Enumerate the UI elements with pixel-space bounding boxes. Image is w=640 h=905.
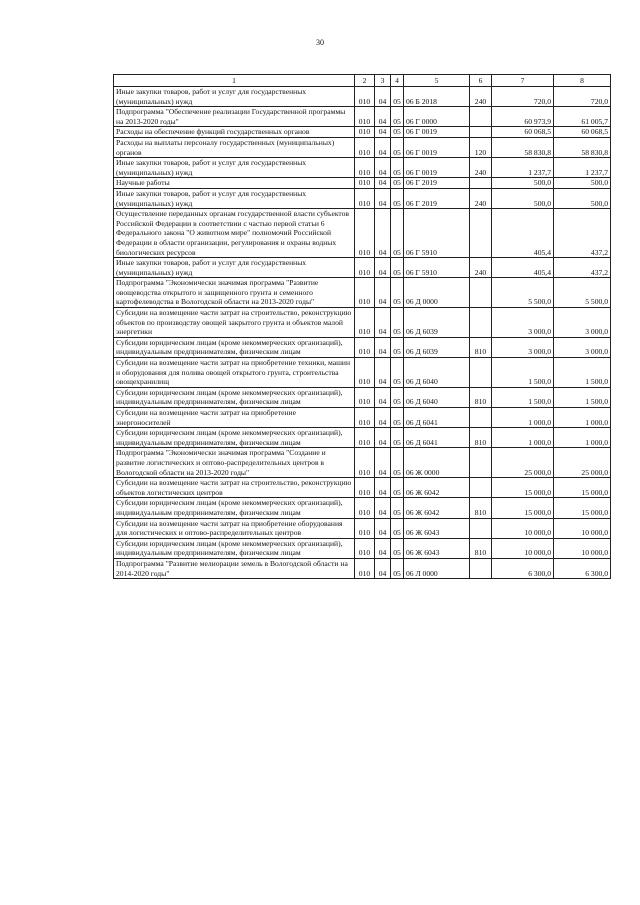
row-subsection-code: 05	[391, 278, 404, 308]
row-amount-year1: 720,0	[492, 87, 554, 107]
row-target-article: 06 Г 2019	[404, 178, 470, 189]
table-row	[114, 358, 611, 388]
row-expense-type	[470, 408, 492, 428]
row-expense-type: 120	[470, 137, 492, 157]
row-name: Подпрограмма "Экономически значимая программа "Развитие овощеводства открытого и защищенного грунта и семенного картофелеводства в Вологодской области на 2013-2020 годы"	[114, 278, 355, 308]
row-section-code: 04	[375, 408, 391, 428]
row-grbs-code: 010	[355, 518, 375, 538]
row-subsection-code: 05	[391, 498, 404, 518]
row-name: Субсидии юридическим лицам (кроме некоммерческих организаций), индивидуальным предпринимателям, физическим лицам	[114, 498, 355, 518]
row-target-article: 06 Г 0019	[404, 158, 470, 178]
row-name: Иные закупки товаров, работ и услуг для государственных (муниципальных) нужд	[114, 87, 355, 107]
row-amount-year1: 1 500,0	[492, 358, 554, 388]
row-subsection-code: 05	[391, 178, 404, 189]
row-section-code: 04	[375, 428, 391, 448]
row-amount-year2: 1 000,0	[554, 408, 611, 428]
row-grbs-code: 010	[355, 358, 375, 388]
row-grbs-code: 010	[355, 308, 375, 338]
row-amount-year2: 58 830,8	[554, 137, 611, 157]
table-row	[114, 478, 611, 498]
row-amount-year1: 1 237,7	[492, 158, 554, 178]
row-grbs-code: 010	[355, 337, 375, 357]
row-grbs-code: 010	[355, 158, 375, 178]
row-subsection-code: 05	[391, 408, 404, 428]
row-target-article: 06 Г 5910	[404, 258, 470, 278]
row-grbs-code: 010	[355, 127, 375, 138]
row-target-article: 06 Д 6041	[404, 408, 470, 428]
row-expense-type	[470, 478, 492, 498]
header-cell: 1	[114, 75, 355, 87]
row-section-code: 04	[375, 387, 391, 407]
row-target-article: 06 Г 5910	[404, 209, 470, 258]
row-target-article: 06 Д 6039	[404, 337, 470, 357]
row-expense-type: 810	[470, 538, 492, 558]
row-amount-year1: 500,0	[492, 178, 554, 189]
row-amount-year2: 1 237,7	[554, 158, 611, 178]
row-section-code: 04	[375, 518, 391, 538]
row-amount-year2: 1 500,0	[554, 358, 611, 388]
row-grbs-code: 010	[355, 408, 375, 428]
row-section-code: 04	[375, 478, 391, 498]
row-section-code: 04	[375, 127, 391, 138]
header-cell: 7	[492, 75, 554, 87]
row-amount-year1: 58 830,8	[492, 137, 554, 157]
row-section-code: 04	[375, 558, 391, 578]
row-target-article: 06 Д 6041	[404, 428, 470, 448]
row-name: Субсидии юридическим лицам (кроме некоммерческих организаций), индивидуальным предпринимателям, физическим лицам	[114, 337, 355, 357]
row-grbs-code: 010	[355, 448, 375, 478]
row-grbs-code: 010	[355, 137, 375, 157]
header-cell: 8	[554, 75, 611, 87]
table-row	[114, 258, 611, 278]
page-number: 30	[316, 38, 324, 47]
row-grbs-code: 010	[355, 387, 375, 407]
row-subsection-code: 05	[391, 387, 404, 407]
row-name: Субсидии на возмещение части затрат на строительство, реконструкцию объектов по производству овощей закрытого грунта и объектов малой энергетики	[114, 308, 355, 338]
table-row	[114, 308, 611, 338]
row-target-article: 06 Г 0019	[404, 137, 470, 157]
row-grbs-code: 010	[355, 498, 375, 518]
row-section-code: 04	[375, 178, 391, 189]
row-subsection-code: 05	[391, 558, 404, 578]
row-expense-type	[470, 107, 492, 127]
row-amount-year2: 1 500,0	[554, 387, 611, 407]
row-expense-type: 810	[470, 387, 492, 407]
row-amount-year1: 15 000,0	[492, 478, 554, 498]
row-amount-year2: 437,2	[554, 209, 611, 258]
row-amount-year1: 25 000,0	[492, 448, 554, 478]
row-amount-year1: 1 500,0	[492, 387, 554, 407]
row-amount-year2: 15 000,0	[554, 478, 611, 498]
row-expense-type	[470, 178, 492, 189]
table-row	[114, 87, 611, 107]
row-expense-type: 240	[470, 158, 492, 178]
header-cell: 4	[391, 75, 404, 87]
table-row	[114, 387, 611, 407]
table-body	[114, 87, 611, 579]
row-expense-type	[470, 518, 492, 538]
row-target-article: 06 Г 0000	[404, 107, 470, 127]
row-expense-type: 810	[470, 498, 492, 518]
row-section-code: 04	[375, 107, 391, 127]
row-subsection-code: 05	[391, 448, 404, 478]
row-amount-year2: 3 000,0	[554, 308, 611, 338]
row-amount-year2: 3 000,0	[554, 337, 611, 357]
table-row	[114, 428, 611, 448]
row-subsection-code: 05	[391, 137, 404, 157]
row-target-article: 06 Ж 6043	[404, 538, 470, 558]
row-section-code: 04	[375, 448, 391, 478]
table-row	[114, 158, 611, 178]
row-target-article: 06 Д 6040	[404, 358, 470, 388]
row-amount-year1: 1 000,0	[492, 428, 554, 448]
row-amount-year1: 405,4	[492, 258, 554, 278]
header-cell: 2	[355, 75, 375, 87]
row-amount-year2: 5 500,0	[554, 278, 611, 308]
row-amount-year1: 60 068,5	[492, 127, 554, 138]
table-row	[114, 448, 611, 478]
row-subsection-code: 05	[391, 337, 404, 357]
row-name: Субсидии на возмещение части затрат на строительство, реконструкцию объектов логистических центров	[114, 478, 355, 498]
row-expense-type: 240	[470, 87, 492, 107]
row-amount-year1: 15 000,0	[492, 498, 554, 518]
table-row	[114, 538, 611, 558]
row-name: Подпрограмма "Экономически значимая программа "Создание и развитие логистических и оптово-распределительных центров в Вологодской области на 2013-2020 годы"	[114, 448, 355, 478]
row-expense-type	[470, 127, 492, 138]
row-amount-year1: 500,0	[492, 188, 554, 208]
row-amount-year2: 61 005,7	[554, 107, 611, 127]
row-amount-year1: 10 000,0	[492, 518, 554, 538]
row-grbs-code: 010	[355, 87, 375, 107]
row-grbs-code: 010	[355, 258, 375, 278]
row-amount-year2: 1 000,0	[554, 428, 611, 448]
table-row	[114, 518, 611, 538]
row-subsection-code: 05	[391, 308, 404, 338]
row-subsection-code: 05	[391, 127, 404, 138]
row-section-code: 04	[375, 87, 391, 107]
row-subsection-code: 05	[391, 478, 404, 498]
row-name: Субсидии юридическим лицам (кроме некоммерческих организаций), индивидуальным предпринимателям, физическим лицам	[114, 387, 355, 407]
row-target-article: 06 Д 6040	[404, 387, 470, 407]
row-grbs-code: 010	[355, 538, 375, 558]
row-target-article: 06 Г 2019	[404, 188, 470, 208]
row-name: Подпрограмма "Развитие мелиорации земель в Вологодской области на 2014-2020 годы"	[114, 558, 355, 578]
row-grbs-code: 010	[355, 178, 375, 189]
row-section-code: 04	[375, 308, 391, 338]
table-row	[114, 137, 611, 157]
table-row	[114, 188, 611, 208]
table-row	[114, 558, 611, 578]
row-expense-type: 240	[470, 188, 492, 208]
row-amount-year2: 25 000,0	[554, 448, 611, 478]
row-grbs-code: 010	[355, 107, 375, 127]
row-grbs-code: 010	[355, 209, 375, 258]
row-target-article: 06 Ж 6042	[404, 498, 470, 518]
row-amount-year2: 10 000,0	[554, 518, 611, 538]
row-subsection-code: 05	[391, 428, 404, 448]
row-subsection-code: 05	[391, 158, 404, 178]
row-amount-year2: 6 300,0	[554, 558, 611, 578]
row-section-code: 04	[375, 278, 391, 308]
row-subsection-code: 05	[391, 87, 404, 107]
row-grbs-code: 010	[355, 478, 375, 498]
row-name: Субсидии юридическим лицам (кроме некоммерческих организаций), индивидуальным предпринимателям, физическим лицам	[114, 428, 355, 448]
row-amount-year1: 60 973,9	[492, 107, 554, 127]
row-section-code: 04	[375, 538, 391, 558]
table-row	[114, 337, 611, 357]
row-grbs-code: 010	[355, 428, 375, 448]
row-section-code: 04	[375, 498, 391, 518]
row-name: Осуществление переданных органам государственной власти субъектов Российской Федерации в соответствии с частью первой статьи 6 Федерального закона "О животном мире" полномочий Российской Федерации в области организации, регулирования и охраны водных биологических ресурсов	[114, 209, 355, 258]
row-section-code: 04	[375, 209, 391, 258]
row-expense-type	[470, 308, 492, 338]
row-expense-type	[470, 448, 492, 478]
row-target-article: 06 Ж 0000	[404, 448, 470, 478]
row-name: Расходы на обеспечение функций государственных органов	[114, 127, 355, 138]
row-name: Иные закупки товаров, работ и услуг для государственных (муниципальных) нужд	[114, 188, 355, 208]
table-row	[114, 408, 611, 428]
row-amount-year1: 405,4	[492, 209, 554, 258]
row-expense-type: 240	[470, 258, 492, 278]
row-target-article: 06 Ж 6042	[404, 478, 470, 498]
row-amount-year1: 5 500,0	[492, 278, 554, 308]
row-target-article: 06 Ж 6043	[404, 518, 470, 538]
row-amount-year2: 15 000,0	[554, 498, 611, 518]
row-name: Подпрограмма "Обеспечение реализации Государственной программы на 2013-2020 годы"	[114, 107, 355, 127]
table-row	[114, 209, 611, 258]
row-amount-year1: 3 000,0	[492, 337, 554, 357]
row-amount-year2: 500,0	[554, 188, 611, 208]
row-name: Иные закупки товаров, работ и услуг для государственных (муниципальных) нужд	[114, 258, 355, 278]
table-row	[114, 127, 611, 138]
row-amount-year2: 60 068,5	[554, 127, 611, 138]
row-amount-year2: 500,0	[554, 178, 611, 189]
row-subsection-code: 05	[391, 358, 404, 388]
row-target-article: 06 Д 0000	[404, 278, 470, 308]
row-subsection-code: 05	[391, 209, 404, 258]
header-cell: 3	[375, 75, 391, 87]
row-name: Расходы на выплаты персоналу государственных (муниципальных) органов	[114, 137, 355, 157]
row-grbs-code: 010	[355, 278, 375, 308]
table-row	[114, 178, 611, 189]
budget-table	[113, 74, 611, 579]
row-subsection-code: 05	[391, 188, 404, 208]
row-expense-type	[470, 358, 492, 388]
header-cell: 6	[470, 75, 492, 87]
row-section-code: 04	[375, 158, 391, 178]
row-amount-year1: 3 000,0	[492, 308, 554, 338]
row-name: Субсидии на возмещение части затрат на приобретение оборудования для логистических и оптово-распределительных центров	[114, 518, 355, 538]
row-expense-type	[470, 278, 492, 308]
row-expense-type: 810	[470, 337, 492, 357]
row-subsection-code: 05	[391, 538, 404, 558]
row-grbs-code: 010	[355, 188, 375, 208]
row-name: Иные закупки товаров, работ и услуг для государственных (муниципальных) нужд	[114, 158, 355, 178]
row-expense-type: 810	[470, 428, 492, 448]
row-amount-year1: 6 300,0	[492, 558, 554, 578]
row-amount-year1: 10 000,0	[492, 538, 554, 558]
row-expense-type	[470, 558, 492, 578]
row-name: Субсидии юридическим лицам (кроме некоммерческих организаций), индивидуальным предпринимателям, физическим лицам	[114, 538, 355, 558]
row-expense-type	[470, 209, 492, 258]
table-row	[114, 278, 611, 308]
row-subsection-code: 05	[391, 518, 404, 538]
row-section-code: 04	[375, 258, 391, 278]
row-name: Субсидии на возмещение части затрат на приобретение энергоносителей	[114, 408, 355, 428]
row-section-code: 04	[375, 137, 391, 157]
table-row	[114, 498, 611, 518]
row-amount-year2: 437,2	[554, 258, 611, 278]
row-amount-year1: 1 000,0	[492, 408, 554, 428]
row-name: Научные работы	[114, 178, 355, 189]
row-grbs-code: 010	[355, 558, 375, 578]
row-subsection-code: 05	[391, 107, 404, 127]
table-row	[114, 107, 611, 127]
row-target-article: 06 Г 0019	[404, 127, 470, 138]
row-section-code: 04	[375, 337, 391, 357]
row-subsection-code: 05	[391, 258, 404, 278]
row-name: Субсидии на возмещение части затрат на приобретение техники, машин и оборудования для полива овощей открытого грунта, строительства овощехранилищ	[114, 358, 355, 388]
row-target-article: 06 Д 6039	[404, 308, 470, 338]
header-cell: 5	[404, 75, 470, 87]
row-target-article: 06 Л 0000	[404, 558, 470, 578]
row-section-code: 04	[375, 358, 391, 388]
row-section-code: 04	[375, 188, 391, 208]
row-amount-year2: 10 000,0	[554, 538, 611, 558]
row-target-article: 06 Б 2018	[404, 87, 470, 107]
row-amount-year2: 720,0	[554, 87, 611, 107]
table-header-row	[114, 75, 611, 87]
